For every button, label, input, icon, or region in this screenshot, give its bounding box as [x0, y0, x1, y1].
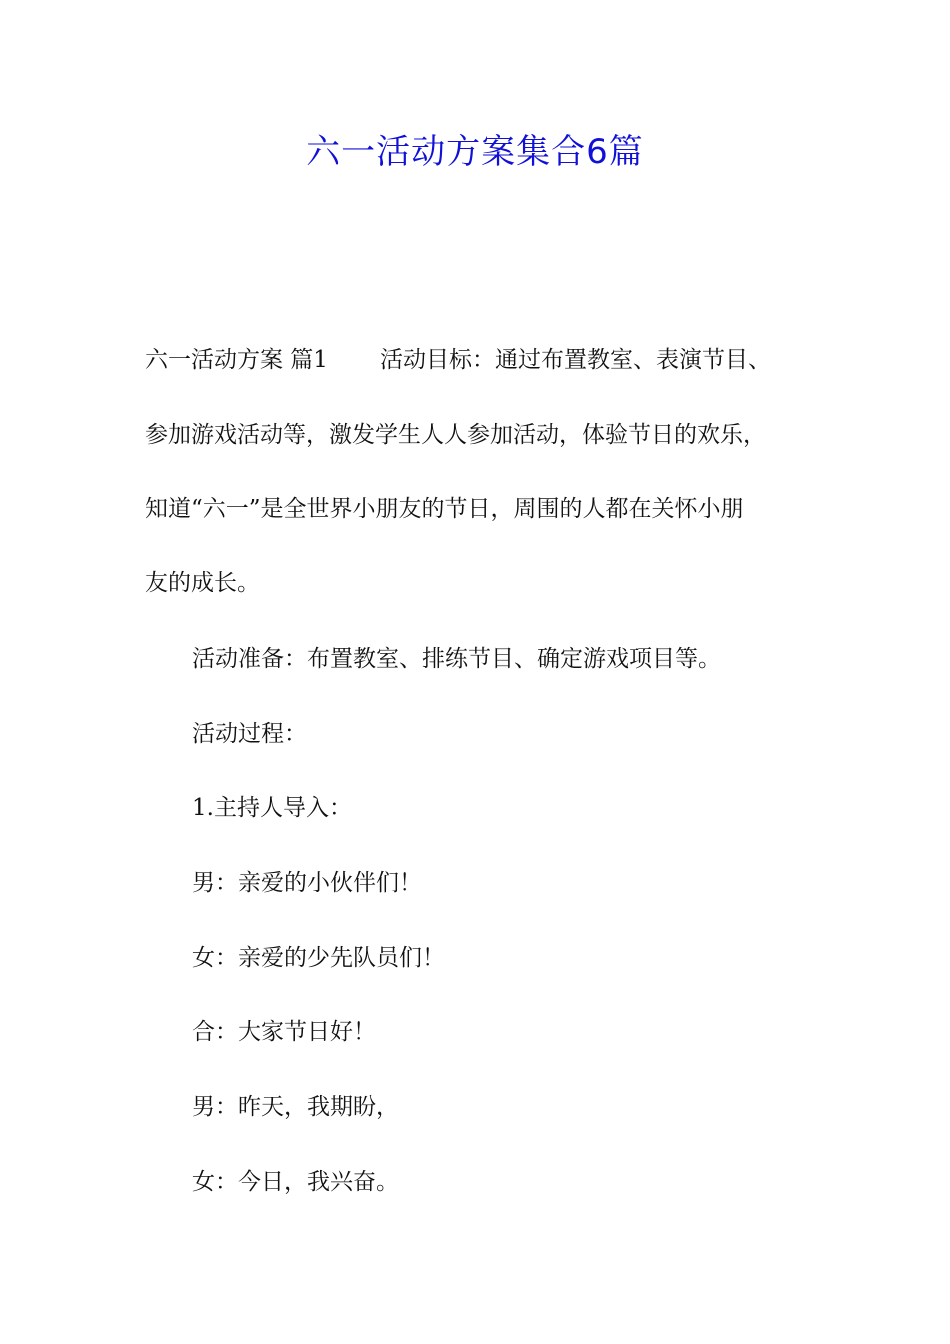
paragraph-process: 活动过程： — [192, 721, 307, 747]
dialogue-line: 合：大家节日好！ — [192, 1019, 376, 1045]
intro-line-2: 参加游戏活动等，激发学生人人参加活动，体验节日的欢乐， — [145, 422, 766, 448]
section-label: 六一活动方案 篇1 — [145, 347, 328, 373]
document-title: 六一活动方案集合6篇 — [306, 132, 644, 172]
activity-goal-text: 活动目标：通过布置教室、表演节目、 — [379, 347, 771, 373]
intro-line-3: 知道“六一”是全世界小朋友的节日，周围的人都在关怀小朋 — [145, 496, 744, 522]
dialogue-line: 女：亲爱的少先队员们！ — [192, 945, 445, 971]
dialogue-line: 女：今日，我兴奋。 — [192, 1169, 399, 1195]
intro-line-1 — [145, 342, 815, 378]
dialogue-line: 男：亲爱的小伙伴们！ — [192, 870, 422, 896]
intro-line-4: 友的成长。 — [145, 570, 260, 596]
paragraph-host-intro: 1.主持人导入： — [192, 795, 352, 821]
paragraph-preparation: 活动准备：布置教室、排练节目、确定游戏项目等。 — [192, 646, 721, 672]
dialogue-line: 男：昨天，我期盼， — [192, 1094, 399, 1120]
